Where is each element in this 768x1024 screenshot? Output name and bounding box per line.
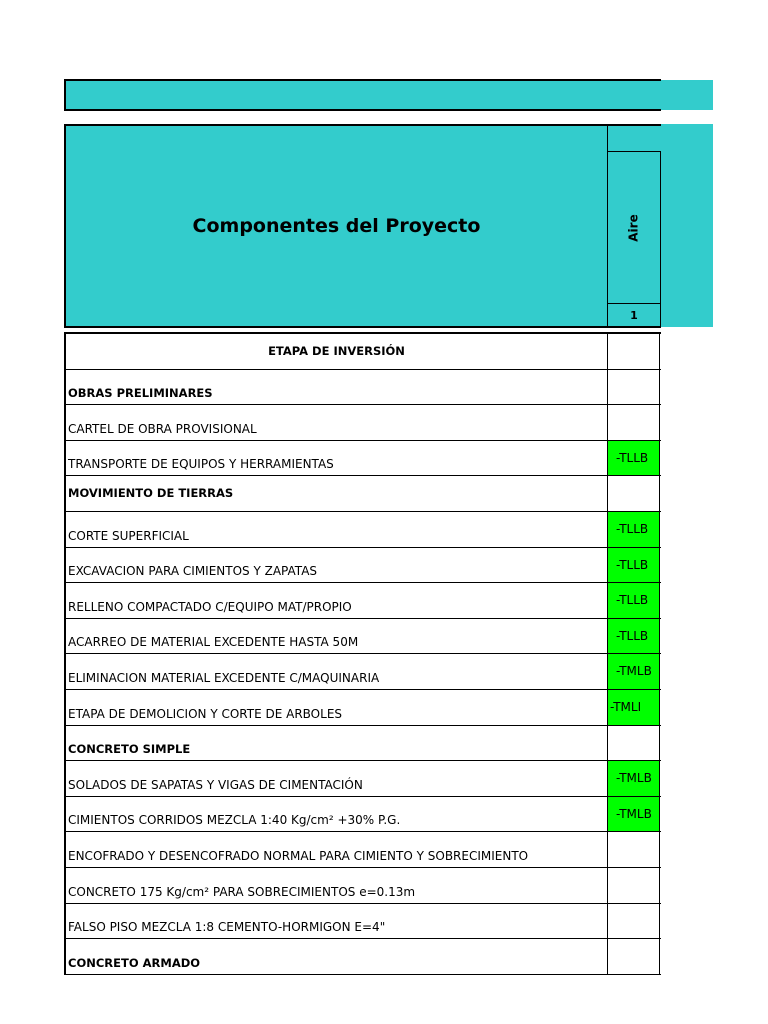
impact-cell[interactable] [607,334,660,369]
impact-code: -TLLB [616,557,649,572]
row-border [64,761,66,797]
impact-cell[interactable] [607,512,660,547]
impact-cell[interactable] [607,405,660,440]
row-label: RELLENO COMPACTADO C/EQUIPO MAT/PROPIO [68,599,352,614]
table-row [64,476,661,512]
header-block-extension [661,124,713,327]
page-title: Componentes del Proyecto [192,215,481,237]
table-row [64,868,661,904]
impact-code: -TMLI [610,699,642,714]
impact-code: -TLLB [616,628,649,643]
row-border [64,939,66,975]
row-label: OBRAS PRELIMINARES [68,386,213,401]
table-row [64,832,661,868]
row-border [64,476,66,512]
table-row [64,654,661,690]
row-label: EXCAVACION PARA CIMIENTOS Y ZAPATAS [68,564,318,579]
row-label: MOVIMIENTO DE TIERRAS [68,486,234,501]
table-row [64,405,661,441]
row-border [64,548,66,584]
impact-cell[interactable] [607,619,660,654]
table-row [64,939,661,975]
row-border [64,654,66,690]
row-label: CONCRETO SIMPLE [68,742,191,757]
row-label: ETAPA DE INVERSIÓN [268,344,405,359]
impact-cell[interactable] [607,370,660,405]
impact-cell[interactable] [607,904,660,939]
row-label: ELIMINACION MATERIAL EXCEDENTE C/MAQUINARIA [68,670,380,685]
row-border [64,583,66,619]
row-label: CORTE SUPERFICIAL [68,528,189,543]
impact-cell[interactable] [607,797,660,832]
impact-cell[interactable] [607,690,660,725]
header-band-extension [661,80,713,110]
impact-cell[interactable] [607,868,660,903]
row-border [64,832,66,868]
impact-cell[interactable] [607,654,660,689]
row-label: TRANSPORTE DE EQUIPOS Y HERRAMIENTAS [68,457,334,472]
impact-code: -TLLB [616,450,649,465]
components-table [64,332,661,975]
row-border [64,405,66,441]
row-label: CONCRETO ARMADO [68,955,201,970]
table-row [64,761,661,797]
impact-cell[interactable] [607,726,660,761]
table-row [64,332,661,370]
impact-cell[interactable] [607,583,660,618]
table-row [64,512,661,548]
table-row [64,370,661,406]
row-label: ETAPA DE DEMOLICION Y CORTE DE ARBOLES [68,706,343,721]
impact-cell[interactable] [607,548,660,583]
row-border [64,868,66,904]
column-header [607,151,661,304]
table-row [64,904,661,940]
row-border [64,690,66,726]
impact-code: -TMLB [616,806,652,821]
impact-code: -TMLB [616,771,652,786]
impact-code: -TLLB [616,521,649,536]
row-label: CIMIENTOS CORRIDOS MEZCLA 1:40 Kg/cm² +30% P.G. [68,813,401,828]
row-label: CARTEL DE OBRA PROVISIONAL [68,421,257,436]
table-row [64,548,661,584]
column-number: 1 [607,303,661,327]
row-label: CONCRETO 175 Kg/cm² PARA SOBRECIMIENTOS e=0.13m [68,884,416,899]
impact-code: -TMLB [616,664,652,679]
table-row [64,619,661,655]
impact-cell[interactable] [607,832,660,867]
impact-cell[interactable] [607,761,660,796]
table-row [64,797,661,833]
row-label: SOLADOS DE SAPATAS Y VIGAS DE CIMENTACIÓN [68,777,363,792]
table-row [64,583,661,619]
row-border [64,370,66,406]
row-label: ENCOFRADO Y DESENCOFRADO NORMAL PARA CIMIENTO Y SOBRECIMIENTO [68,848,529,863]
row-border [64,441,66,477]
table-row [64,441,661,477]
table-row [64,690,661,726]
row-border [64,619,66,655]
impact-cell[interactable] [607,476,660,511]
row-border [64,797,66,833]
table-row [64,726,661,762]
impact-cell[interactable] [607,441,660,476]
row-label: ACARREO DE MATERIAL EXCEDENTE HASTA 50M [68,635,359,650]
row-border [64,904,66,940]
header-band [64,79,661,111]
column-header-label: Aire [627,213,641,242]
impact-cell[interactable] [607,939,660,974]
row-label: FALSO PISO MEZCLA 1:8 CEMENTO-HORMIGON E=4" [68,920,386,935]
impact-code: -TLLB [616,593,649,608]
row-border [64,726,66,762]
row-border [64,512,66,548]
